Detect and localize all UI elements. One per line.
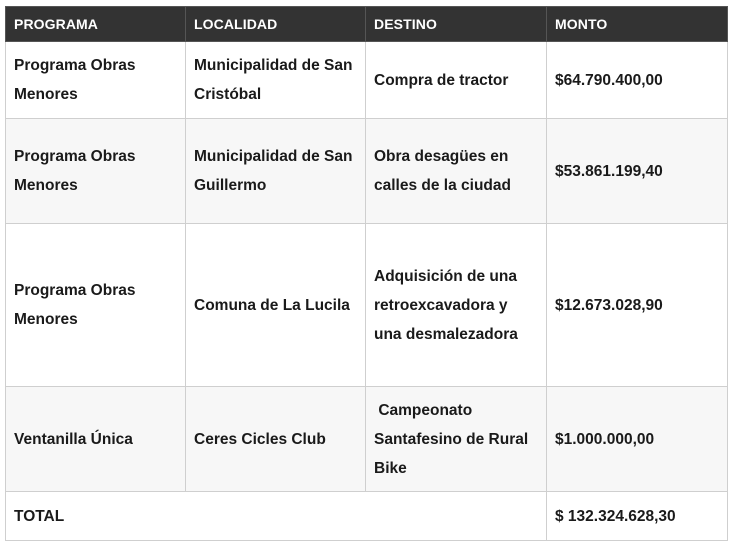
cell-localidad: Municipalidad de San Guillermo — [186, 119, 366, 224]
header-monto: MONTO — [547, 7, 728, 42]
total-label: TOTAL — [6, 492, 547, 541]
total-value: $ 132.324.628,30 — [547, 492, 728, 541]
cell-localidad: Municipalidad de San Cristóbal — [186, 42, 366, 119]
cell-monto: $12.673.028,90 — [547, 224, 728, 387]
total-row — [6, 492, 728, 541]
cell-monto: $64.790.400,00 — [547, 42, 728, 119]
cell-localidad: Comuna de La Lucila — [186, 224, 366, 387]
table-row — [6, 387, 728, 492]
header-destino: DESTINO — [366, 7, 547, 42]
cell-destino: Compra de tractor — [366, 42, 547, 119]
header-programa: PROGRAMA — [6, 7, 186, 42]
cell-programa: Ventanilla Única — [6, 387, 186, 492]
header-localidad: LOCALIDAD — [186, 7, 366, 42]
table-header-row — [6, 7, 728, 42]
funding-table — [5, 6, 728, 541]
cell-destino: Obra desagües en calles de la ciudad — [366, 119, 547, 224]
table-row — [6, 42, 728, 119]
table-container — [5, 6, 728, 541]
cell-destino: Adquisición de una retroexcavadora y una desmalezadora — [366, 224, 547, 387]
table-row — [6, 224, 728, 387]
cell-programa: Programa Obras Menores — [6, 224, 186, 387]
cell-monto: $1.000.000,00 — [547, 387, 728, 492]
cell-destino: Campeonato Santafesino de Rural Bike — [366, 387, 547, 492]
cell-programa: Programa Obras Menores — [6, 42, 186, 119]
table-row — [6, 119, 728, 224]
cell-localidad: Ceres Cicles Club — [186, 387, 366, 492]
cell-programa: Programa Obras Menores — [6, 119, 186, 224]
cell-monto: $53.861.199,40 — [547, 119, 728, 224]
